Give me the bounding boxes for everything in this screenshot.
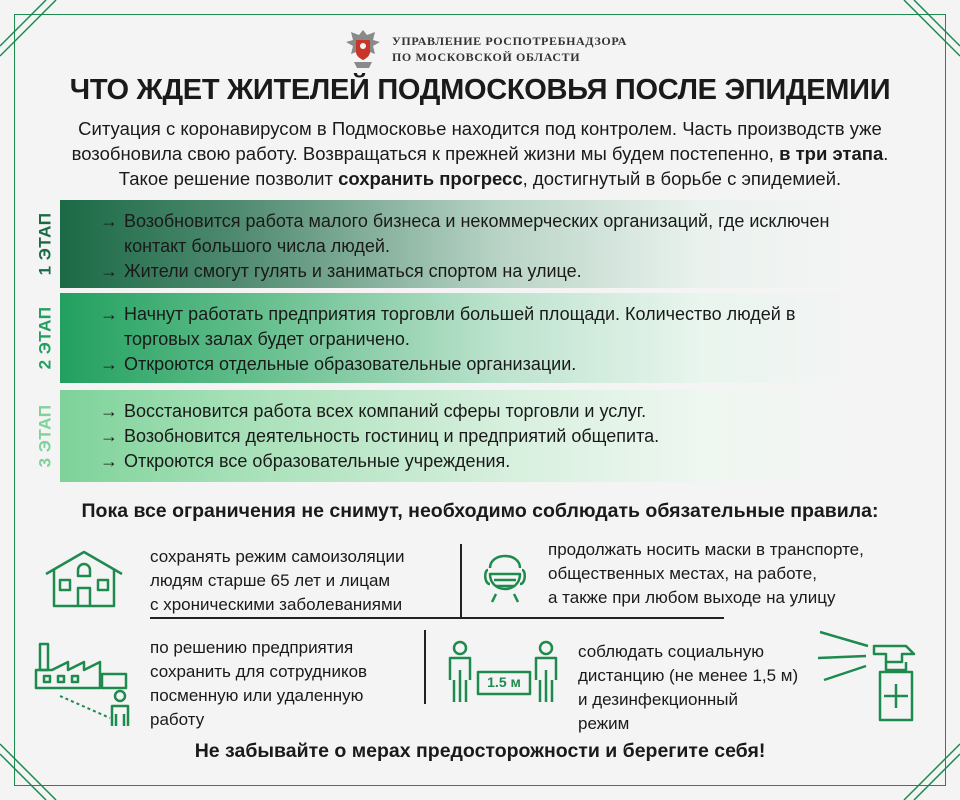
intro-text: . [883,143,889,164]
rules-divider-vertical-top [460,544,462,618]
stage-3-label: 3 ЭТАП [35,404,55,468]
stage-3 [30,390,862,482]
stage-box [60,390,862,482]
rule-line: сохранять режим самоизоляции [150,547,405,566]
arrow-icon: → [100,451,118,471]
item-text: Откроются все образовательные учреждения. [124,451,511,471]
stage-1 [30,200,862,288]
rule-line: с хроническими заболеваниями [150,595,403,614]
intro-text: Такое решение позволит [118,168,339,189]
intro-line-1: Ситуация с коронавирусом в Подмосковье находится под контролем. Часть производств уже [78,118,882,139]
rules-divider-horizontal [150,617,460,619]
org-name-line2: ПО МОСКОВСКОЙ ОБЛАСТИ [392,50,581,64]
footer-message: Не забывайте о мерах предосторожности и берегите себя! [194,740,766,762]
org-header [342,26,627,72]
rules-divider-horizontal-right [424,617,724,619]
rule-line: продолжать носить маски в транспорте, [548,540,864,559]
stage-label [30,293,60,383]
stage-2-label: 2 ЭТАП [35,306,55,370]
list-item [96,209,852,259]
stage-label [30,390,60,482]
list-item [96,352,852,377]
page-title: ЧТО ЖДЕТ ЖИТЕЛЕЙ ПОДМОСКОВЬЯ ПОСЛЕ ЭПИДЕМИИ [69,74,891,106]
list-item [96,424,852,449]
list-item [96,259,852,284]
intro-emphasis: в три этапа [779,143,884,164]
face-mask-icon [480,544,530,604]
rule-line: людям старше 65 лет и лицам [150,571,391,590]
intro-line-2 [30,141,930,166]
stage-label [30,200,60,288]
rules-divider-vertical-bottom [424,630,426,704]
item-text: Возобновится деятельность гостиниц и предприятий общепита. [124,426,660,446]
rule-line: соблюдать социальную [578,642,765,661]
stage-box [60,293,862,383]
arrow-icon: → [100,426,118,446]
rules-heading: Пока все ограничения не снимут, необходимо соблюдать обязательные правила: [81,500,879,522]
social-distance-icon [444,640,564,704]
list-item [96,302,852,352]
factory-worker-icon [30,630,142,730]
stage-box [60,200,862,288]
rule-line: работу [150,710,205,729]
intro-paragraph [30,116,930,191]
intro-line-3 [30,166,930,191]
item-text: Начнут работать предприятия торговли большей площади. Количество людей в торговых залах будет ограничено. [124,304,796,349]
rule-line: посменную или удаленную [150,686,364,705]
stage-1-label: 1 ЭТАП [35,212,55,276]
item-text: Восстановится работа всех компаний сферы торговли и услуг. [124,401,647,421]
rule-remote-text [150,636,367,732]
arrow-icon: → [100,304,118,324]
rule-line: режим [578,714,630,733]
intro-text: возобновила свою работу. Возвращаться к прежней жизни мы будем постепенно, [71,143,780,164]
distance-label: 1.5 м [487,674,521,690]
org-name-line1: УПРАВЛЕНИЕ РОСПОТРЕБНАДЗОРА [392,34,627,48]
stage-2 [30,293,862,383]
item-text: Возобновится работа малого бизнеса и некоммерческих организаций, где исключен контакт большого числа людей. [124,211,830,256]
arrow-icon: → [100,401,118,421]
spray-bottle-icon [816,628,928,724]
intro-text: , достигнутый в борьбе с эпидемией. [522,168,842,189]
rule-isolation-text [150,545,404,617]
rule-line: и дезинфекционный [578,690,738,709]
rule-line: дистанцию (не менее 1,5 м) [578,666,799,685]
arrow-icon: → [100,211,118,231]
item-text: Откроются отдельные образовательные организации. [124,354,577,374]
rule-masks-text [548,538,864,610]
list-item [96,449,852,474]
list-item [96,399,852,424]
arrow-icon: → [100,261,118,281]
item-text: Жители смогут гулять и заниматься спортом на улице. [124,261,582,281]
house-icon [42,548,126,610]
coat-of-arms-icon [342,26,384,72]
rule-distance-text [578,640,798,736]
intro-emphasis: сохранить прогресс [338,168,523,189]
rule-line: общественных местах, на работе, [548,564,817,583]
rule-line: по решению предприятия [150,638,354,657]
rule-line: а также при любом выходе на улицу [548,588,836,607]
rule-line: сохранить для сотрудников [150,662,368,681]
arrow-icon: → [100,354,118,374]
